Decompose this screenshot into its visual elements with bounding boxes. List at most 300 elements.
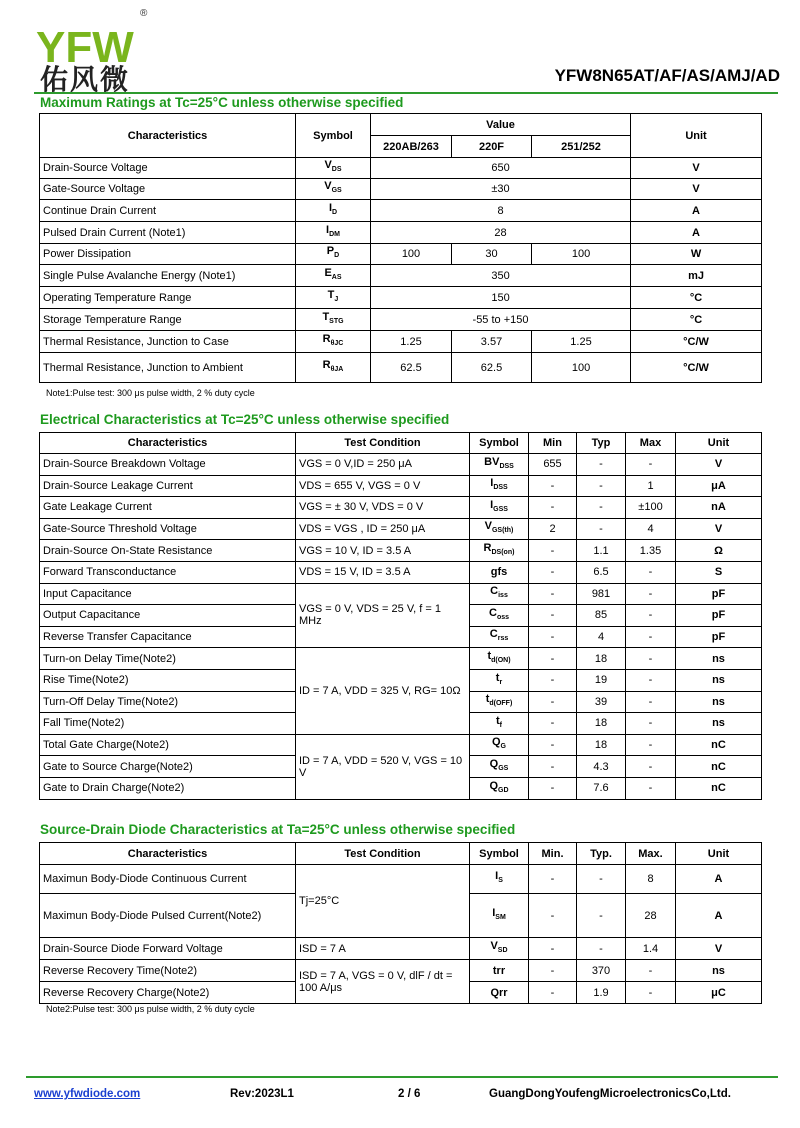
characteristic-cell: Continue Drain Current	[40, 200, 296, 222]
typ-cell: 1.9	[577, 982, 626, 1004]
symbol-cell	[470, 777, 529, 799]
symbol-main: V	[324, 180, 332, 193]
min-cell: -	[529, 648, 577, 670]
max-cell: -	[626, 561, 676, 583]
col-pkg-220f: 220F	[452, 136, 532, 158]
unit-cell: °C	[631, 287, 762, 309]
max-cell: 1	[626, 475, 676, 497]
min-cell: -	[529, 540, 577, 562]
typ-cell: 18	[577, 648, 626, 670]
characteristic-cell: Forward Transconductance	[40, 561, 296, 583]
characteristic-cell: Drain-Source Diode Forward Voltage	[40, 938, 296, 960]
value-220ab-cell: 1.25	[371, 331, 452, 353]
note2: Note2:Pulse test: 300 μs pulse width, 2 % duty cycle	[46, 1004, 255, 1014]
typ-cell: 4.3	[577, 756, 626, 778]
table-row	[40, 244, 762, 265]
min-cell: -	[529, 894, 577, 938]
unit-cell: ns	[676, 648, 762, 670]
test-condition-cell: ID = 7 A, VDD = 520 V, VGS = 10 V	[296, 734, 470, 799]
col-min: Min	[529, 433, 577, 454]
value-220ab-cell: 62.5	[371, 353, 452, 383]
max-cell: -	[626, 583, 676, 605]
symbol-cell	[470, 497, 529, 519]
characteristic-cell: Rise Time(Note2)	[40, 669, 296, 691]
symbol-subscript: DSS	[493, 484, 508, 492]
typ-cell: -	[577, 938, 626, 960]
table-row	[40, 309, 762, 331]
value-cell: 350	[371, 265, 631, 287]
table-row	[40, 865, 762, 894]
max-cell: -	[626, 756, 676, 778]
unit-cell: ns	[676, 669, 762, 691]
unit-cell: A	[631, 222, 762, 244]
typ-cell: 85	[577, 605, 626, 627]
col-symbol: Symbol	[470, 433, 529, 454]
symbol-main: Q	[489, 779, 499, 792]
table-row	[40, 734, 762, 756]
col-pkg-251: 251/252	[532, 136, 631, 158]
value-251-cell: 100	[532, 353, 631, 383]
table-row	[40, 200, 762, 222]
max-cell: -	[626, 626, 676, 648]
characteristic-cell: Gate-Source Voltage	[40, 179, 296, 200]
symbol-subscript: S	[498, 877, 503, 885]
symbol-subscript: SD	[497, 947, 508, 955]
characteristic-cell: Pulsed Drain Current (Note1)	[40, 222, 296, 244]
max-cell: 1.35	[626, 540, 676, 562]
symbol-cell	[470, 454, 529, 476]
symbol-subscript: θJA	[330, 366, 344, 374]
symbol-cell	[470, 626, 529, 648]
test-condition-cell: VDS = 15 V, ID = 3.5 A	[296, 561, 470, 583]
typ-cell: 370	[577, 960, 626, 982]
electrical-title: Electrical Characteristics at Tc=25°C unless otherwise specified	[40, 412, 450, 427]
table-row	[40, 475, 762, 497]
typ-cell: 1.1	[577, 540, 626, 562]
value-cell: ±30	[371, 179, 631, 200]
unit-cell: ns	[676, 960, 762, 982]
symbol-cell	[470, 669, 529, 691]
page-number: 2 / 6	[398, 1088, 421, 1100]
symbol-cell	[470, 475, 529, 497]
table-row	[40, 331, 762, 353]
characteristic-cell: Total Gate Charge(Note2)	[40, 734, 296, 756]
min-cell: -	[529, 734, 577, 756]
symbol-main: R	[483, 542, 492, 555]
characteristic-cell: Drain-Source On-State Resistance	[40, 540, 296, 562]
unit-cell: V	[631, 179, 762, 200]
min-cell: -	[529, 960, 577, 982]
company-name: GuangDongYoufengMicroelectronicsCo,Ltd.	[489, 1088, 731, 1100]
col-max: Max	[626, 433, 676, 454]
characteristic-cell: Gate-Source Threshold Voltage	[40, 518, 296, 540]
unit-cell: V	[676, 454, 762, 476]
characteristic-cell: Maximun Body-Diode Pulsed Current(Note2)	[40, 894, 296, 938]
characteristic-cell: Gate Leakage Current	[40, 497, 296, 519]
typ-cell: -	[577, 454, 626, 476]
typ-cell: 7.6	[577, 777, 626, 799]
symbol-main: t	[495, 714, 500, 727]
symbol-subscript: DSS	[499, 462, 514, 470]
unit-cell: μC	[676, 982, 762, 1004]
logo-text: YFW	[36, 23, 134, 72]
col-characteristics: Characteristics	[40, 433, 296, 454]
symbol-main: C	[490, 585, 499, 598]
table-row	[40, 497, 762, 519]
min-cell: -	[529, 583, 577, 605]
symbol-cell	[470, 518, 529, 540]
min-cell: -	[529, 982, 577, 1004]
symbol-main: I	[495, 870, 499, 883]
typ-cell: 39	[577, 691, 626, 713]
characteristic-cell: Drain-Source Voltage	[40, 158, 296, 179]
col-symbol: Symbol	[296, 114, 371, 158]
table-row	[40, 938, 762, 960]
symbol-subscript: oss	[496, 614, 509, 622]
typ-cell: -	[577, 518, 626, 540]
max-cell: -	[626, 960, 676, 982]
characteristic-cell: Operating Temperature Range	[40, 287, 296, 309]
symbol-main: V	[490, 939, 498, 952]
symbol-cell	[470, 938, 529, 960]
unit-cell: ns	[676, 713, 762, 735]
min-cell: -	[529, 938, 577, 960]
unit-cell: nA	[676, 497, 762, 519]
symbol-main: P	[326, 245, 335, 258]
typ-cell: -	[577, 497, 626, 519]
symbol-subscript: GD	[498, 786, 509, 794]
symbol-subscript: θJC	[330, 340, 344, 348]
col-test-condition: Test Condition	[296, 433, 470, 454]
unit-cell: V	[676, 938, 762, 960]
typ-cell: -	[577, 894, 626, 938]
typ-cell: 18	[577, 734, 626, 756]
col-characteristics: Characteristics	[40, 114, 296, 158]
symbol-cell	[470, 734, 529, 756]
characteristic-cell: Reverse Recovery Time(Note2)	[40, 960, 296, 982]
col-test-condition: Test Condition	[296, 843, 470, 865]
max-cell: 4	[626, 518, 676, 540]
value-cell: 150	[371, 287, 631, 309]
table-row	[40, 222, 762, 244]
max-cell: ±100	[626, 497, 676, 519]
min-cell: 655	[529, 454, 577, 476]
symbol-cell	[296, 309, 371, 331]
registered-mark: ®	[140, 8, 148, 19]
table-row	[40, 583, 762, 605]
unit-cell: °C	[631, 309, 762, 331]
max-cell: -	[626, 605, 676, 627]
symbol-subscript: AS	[331, 274, 342, 282]
min-cell: -	[529, 691, 577, 713]
min-cell: -	[529, 497, 577, 519]
value-cell: 8	[371, 200, 631, 222]
symbol-subscript: DM	[329, 231, 340, 239]
unit-cell: nC	[676, 777, 762, 799]
revision: Rev:2023L1	[230, 1088, 294, 1100]
characteristic-cell: Drain-Source Breakdown Voltage	[40, 454, 296, 476]
symbol-cell	[296, 331, 371, 353]
table-row	[40, 540, 762, 562]
max-cell: 1.4	[626, 938, 676, 960]
symbol-cell	[296, 222, 371, 244]
table-row	[40, 179, 762, 200]
table-row	[40, 454, 762, 476]
symbol-subscript: GSS	[493, 506, 508, 514]
unit-cell: pF	[676, 605, 762, 627]
symbol-cell	[470, 982, 529, 1004]
symbol-cell	[470, 894, 529, 938]
symbol-cell	[470, 648, 529, 670]
max-ratings-table	[39, 113, 762, 383]
value-251-cell: 1.25	[532, 331, 631, 353]
symbol-main: I	[492, 906, 496, 919]
typ-cell: -	[577, 475, 626, 497]
website-link[interactable]: www.yfwdiode.com	[34, 1088, 141, 1100]
symbol-subscript: r	[499, 678, 503, 686]
characteristic-cell: Drain-Source Leakage Current	[40, 475, 296, 497]
max-cell: -	[626, 669, 676, 691]
symbol-subscript: DS(on)	[491, 549, 515, 557]
test-condition-cell: VDS = 655 V, VGS = 0 V	[296, 475, 470, 497]
unit-cell: mJ	[631, 265, 762, 287]
col-unit: Unit	[676, 843, 762, 865]
unit-cell: S	[676, 561, 762, 583]
unit-cell: W	[631, 244, 762, 265]
part-number: YFW8N65AT/AF/AS/AMJ/AD	[554, 66, 780, 85]
col-unit: Unit	[676, 433, 762, 454]
table-row	[40, 518, 762, 540]
symbol-cell	[296, 179, 371, 200]
symbol-main: t	[485, 693, 490, 706]
symbol-subscript: J	[334, 296, 339, 304]
max-cell: -	[626, 454, 676, 476]
col-min: Min.	[529, 843, 577, 865]
diode-table	[39, 842, 762, 1004]
symbol-cell	[470, 691, 529, 713]
header-divider	[34, 92, 778, 94]
max-cell: 28	[626, 894, 676, 938]
characteristic-cell: Reverse Transfer Capacitance	[40, 626, 296, 648]
symbol-main: V	[324, 159, 332, 172]
max-cell: -	[626, 691, 676, 713]
max-cell: 8	[626, 865, 676, 894]
col-unit: Unit	[631, 114, 762, 158]
symbol-main: gfs	[490, 566, 508, 579]
unit-cell: pF	[676, 626, 762, 648]
characteristic-cell: Storage Temperature Range	[40, 309, 296, 331]
unit-cell: ns	[676, 691, 762, 713]
symbol-main: I	[328, 201, 332, 214]
symbol-main: C	[488, 606, 497, 619]
col-pkg-220ab: 220AB/263	[371, 136, 452, 158]
table-row	[40, 353, 762, 383]
col-max: Max.	[626, 843, 676, 865]
symbol-subscript: D	[332, 209, 338, 217]
symbol-subscript: iss	[498, 592, 508, 600]
value-220f-cell: 62.5	[452, 353, 532, 383]
symbol-cell	[296, 287, 371, 309]
electrical-body	[40, 454, 762, 800]
symbol-cell	[296, 200, 371, 222]
characteristic-cell: Thermal Resistance, Junction to Case	[40, 331, 296, 353]
symbol-main: C	[489, 628, 498, 641]
symbol-cell	[470, 865, 529, 894]
logo-chinese-name: 佑风微	[40, 63, 131, 96]
test-condition-cell: VGS = 0 V,ID = 250 μA	[296, 454, 470, 476]
value-220ab-cell: 100	[371, 244, 452, 265]
symbol-cell	[296, 158, 371, 179]
symbol-main: trr	[492, 964, 506, 977]
table-row	[40, 265, 762, 287]
typ-cell: 19	[577, 669, 626, 691]
characteristic-cell: Gate to Drain Charge(Note2)	[40, 777, 296, 799]
test-condition-cell: VGS = ± 30 V, VDS = 0 V	[296, 497, 470, 519]
min-cell: -	[529, 626, 577, 648]
test-condition-cell: Tj=25°C	[296, 865, 470, 938]
unit-cell: nC	[676, 734, 762, 756]
symbol-subscript: d(OFF)	[489, 700, 513, 708]
test-condition-cell: VDS = VGS , ID = 250 μA	[296, 518, 470, 540]
characteristic-cell: Input Capacitance	[40, 583, 296, 605]
characteristic-cell: Power Dissipation	[40, 244, 296, 265]
symbol-cell	[470, 605, 529, 627]
table-row	[40, 287, 762, 309]
min-cell: -	[529, 669, 577, 691]
unit-cell: nC	[676, 756, 762, 778]
max-cell: -	[626, 982, 676, 1004]
symbol-main: I	[326, 223, 330, 236]
symbol-main: T	[322, 310, 330, 323]
characteristic-cell: Single Pulse Avalanche Energy (Note1)	[40, 265, 296, 287]
symbol-main: I	[490, 477, 494, 490]
symbol-main: R	[322, 332, 331, 345]
characteristic-cell: Turn-Off Delay Time(Note2)	[40, 691, 296, 713]
min-cell: -	[529, 756, 577, 778]
min-cell: -	[529, 475, 577, 497]
diode-body	[40, 865, 762, 1004]
footer-divider	[26, 1076, 778, 1078]
min-cell: -	[529, 777, 577, 799]
characteristic-cell: Output Capacitance	[40, 605, 296, 627]
col-symbol: Symbol	[470, 843, 529, 865]
test-condition-cell: ID = 7 A, VDD = 325 V, RG= 10Ω	[296, 648, 470, 734]
typ-cell: 4	[577, 626, 626, 648]
symbol-main: Q	[491, 736, 501, 749]
value-251-cell: 100	[532, 244, 631, 265]
symbol-subscript: f	[499, 722, 502, 730]
table-row	[40, 561, 762, 583]
symbol-main: V	[484, 520, 492, 533]
max-cell: -	[626, 648, 676, 670]
min-cell: -	[529, 605, 577, 627]
max-ratings-body	[40, 158, 762, 383]
symbol-subscript: STG	[329, 318, 344, 326]
max-cell: -	[626, 777, 676, 799]
characteristic-cell: Gate to Source Charge(Note2)	[40, 756, 296, 778]
typ-cell: -	[577, 865, 626, 894]
unit-cell: V	[631, 158, 762, 179]
col-typ: Typ.	[577, 843, 626, 865]
typ-cell: 6.5	[577, 561, 626, 583]
test-condition-cell: ISD = 7 A	[296, 938, 470, 960]
value-220f-cell: 30	[452, 244, 532, 265]
symbol-subscript: G	[500, 743, 506, 751]
table-row	[40, 648, 762, 670]
min-cell: -	[529, 713, 577, 735]
symbol-main: Q	[489, 758, 499, 771]
characteristic-cell: Turn-on Delay Time(Note2)	[40, 648, 296, 670]
min-cell: -	[529, 561, 577, 583]
symbol-main: t	[487, 650, 492, 663]
test-condition-cell: VGS = 10 V, ID = 3.5 A	[296, 540, 470, 562]
symbol-subscript: d(ON)	[491, 657, 511, 665]
unit-cell: μA	[676, 475, 762, 497]
unit-cell: A	[676, 865, 762, 894]
typ-cell: 981	[577, 583, 626, 605]
symbol-main: Qrr	[490, 986, 508, 999]
value-220f-cell: 3.57	[452, 331, 532, 353]
unit-cell: °C/W	[631, 331, 762, 353]
typ-cell: 18	[577, 713, 626, 735]
table-row	[40, 960, 762, 982]
symbol-main: R	[322, 358, 331, 371]
test-condition-cell: VGS = 0 V, VDS = 25 V, f = 1 MHz	[296, 583, 470, 648]
symbol-cell	[470, 583, 529, 605]
col-typ: Typ	[577, 433, 626, 454]
min-cell: 2	[529, 518, 577, 540]
unit-cell: A	[631, 200, 762, 222]
table-row	[40, 158, 762, 179]
symbol-main: I	[490, 498, 494, 511]
unit-cell: pF	[676, 583, 762, 605]
diode-title: Source-Drain Diode Characteristics at Ta=25°C unless otherwise specified	[40, 822, 516, 837]
symbol-subscript: GS	[331, 187, 342, 195]
min-cell: -	[529, 865, 577, 894]
value-cell: 28	[371, 222, 631, 244]
symbol-main: E	[324, 266, 332, 279]
characteristic-cell: Fall Time(Note2)	[40, 713, 296, 735]
symbol-cell	[470, 561, 529, 583]
max-ratings-title: Maximum Ratings at Tc=25°C unless otherwise specified	[40, 95, 404, 110]
test-condition-cell: ISD = 7 A, VGS = 0 V, dlF / dt = 100 A/μs	[296, 960, 470, 1004]
symbol-cell	[296, 353, 371, 383]
symbol-subscript: GS(th)	[491, 527, 514, 535]
symbol-subscript: SM	[495, 914, 506, 922]
symbol-subscript: GS	[498, 765, 509, 773]
symbol-subscript: DS	[331, 166, 342, 174]
electrical-table	[39, 432, 762, 800]
note1: Note1:Pulse test: 300 μs pulse width, 2 % duty cycle	[46, 388, 255, 398]
max-cell: -	[626, 734, 676, 756]
symbol-main: T	[327, 288, 335, 301]
value-cell: -55 to +150	[371, 309, 631, 331]
symbol-cell	[470, 756, 529, 778]
value-cell: 650	[371, 158, 631, 179]
characteristic-cell: Thermal Resistance, Junction to Ambient	[40, 353, 296, 383]
symbol-main: t	[495, 671, 500, 684]
symbol-cell	[296, 265, 371, 287]
symbol-main: BV	[484, 455, 500, 468]
symbol-cell	[470, 713, 529, 735]
unit-cell: V	[676, 518, 762, 540]
max-cell: -	[626, 713, 676, 735]
characteristic-cell: Reverse Recovery Charge(Note2)	[40, 982, 296, 1004]
symbol-cell	[296, 244, 371, 265]
symbol-subscript: D	[334, 252, 340, 260]
unit-cell: °C/W	[631, 353, 762, 383]
unit-cell: A	[676, 894, 762, 938]
